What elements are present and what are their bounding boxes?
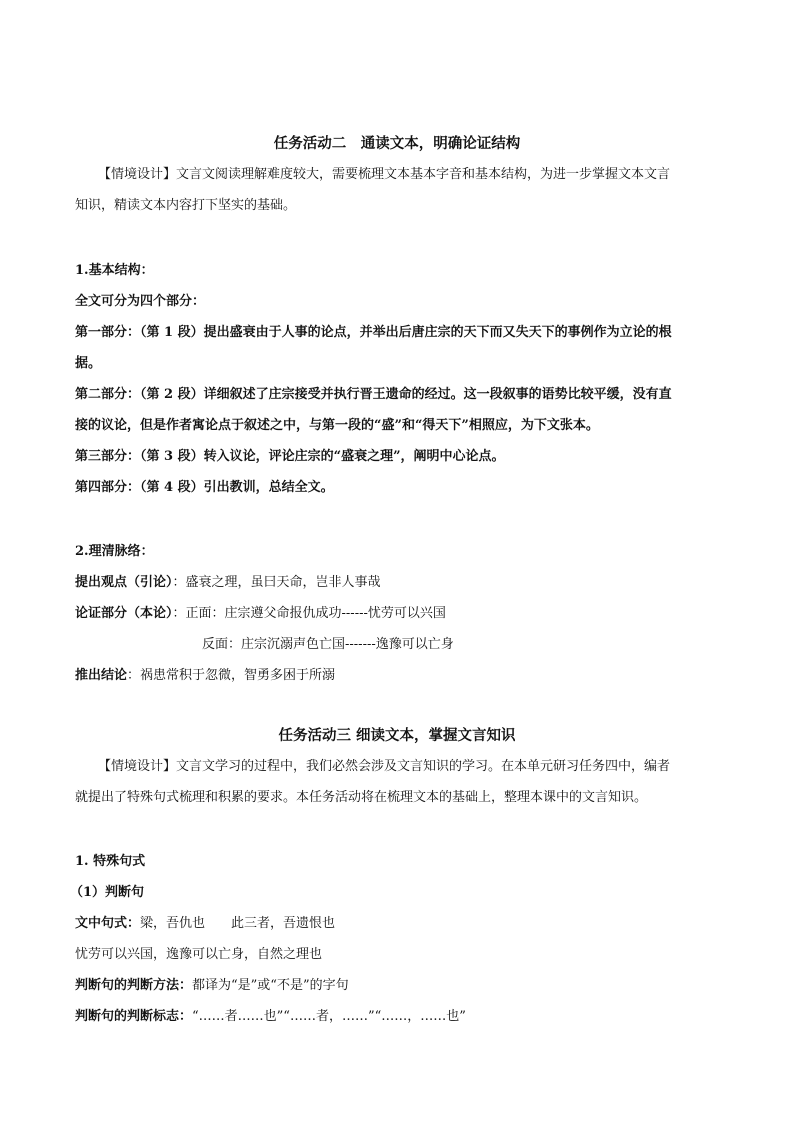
structure-part1-line1: 第一部分：（第 1 段）提出盛衰由于人事的论点，并举出后唐庄宗的天下而又失天下的事例作为立论的根 xyxy=(75,325,672,340)
outline-conclusion xyxy=(75,667,335,685)
special-examples xyxy=(75,915,335,933)
structure-part1-line2: 据。 xyxy=(75,356,102,371)
special-heading: 1. 特殊句式 xyxy=(75,854,146,869)
structure-part3: 第三部分：（第 3 段）转入议论，评论庄宗的“盛衰之理”，阐明中心论点。 xyxy=(75,449,505,464)
outline-conclusion-text: ：祸患常积于忽微，智勇多困于所溺 xyxy=(127,668,336,683)
section2-intro-line2: 知识，精读文本内容打下坚实的基础。 xyxy=(75,198,297,213)
section3-intro-line1: 【情境设计】文言文学习的过程中，我们必然会涉及文言知识的学习。在本单元研习任务四中，编者 xyxy=(98,759,671,774)
special-method xyxy=(75,977,349,995)
outline-argument xyxy=(75,605,446,623)
special-examples-text: 梁，吾仇也 此三者，吾遗恨也 xyxy=(140,916,336,931)
outline-argument-positive: ：正面：庄宗遵父命报仇成功------忧劳可以兴国 xyxy=(172,606,446,621)
outline-thesis-text: ：盛衰之理，虽曰天命，岂非人事哉 xyxy=(172,575,381,590)
structure-overview: 全文可分为四个部分： xyxy=(75,294,206,309)
outline-thesis-label: 提出观点（引论） xyxy=(75,575,173,590)
special-marker xyxy=(75,1008,466,1026)
structure-part2-line2: 接的议论，但是作者寓论点于叙述之中，与第一段的“盛”和“得天下”相照应，为下文张本。 xyxy=(75,418,599,433)
special-sub-heading: （1）判断句 xyxy=(70,885,145,900)
special-examples-line2: 忧劳可以兴国，逸豫可以亡身，自然之理也 xyxy=(75,947,323,962)
special-marker-text: “……者……也”“……者，……”“……，……也” xyxy=(192,1009,466,1024)
section2-title: 任务活动二 通读文本，明确论证结构 xyxy=(273,135,521,152)
outline-argument-negative: 反面：庄宗沉溺声色亡国-------逸豫可以亡身 xyxy=(202,637,454,652)
special-method-text: 都译为“是”或“不是”的字句 xyxy=(192,978,349,993)
structure-part2-line1: 第二部分：（第 2 段）详细叙述了庄宗接受并执行晋王遗命的经过。这一段叙事的语势比较平缓，没有直 xyxy=(75,387,672,402)
special-method-label: 判断句的判断方法： xyxy=(75,978,193,993)
outline-conclusion-label: 推出结论 xyxy=(75,668,128,683)
structure-heading: 1.基本结构： xyxy=(75,263,154,278)
special-marker-label: 判断句的判断标志： xyxy=(75,1009,193,1024)
outline-thesis xyxy=(75,574,381,592)
outline-argument-label: 论证部分（本论） xyxy=(75,606,173,621)
structure-part4: 第四部分：（第 4 段）引出教训，总结全文。 xyxy=(75,480,334,495)
section3-intro-line2: 就提出了特殊句式梳理和积累的要求。本任务活动将在梳理文本的基础上，整理本课中的文言知识。 xyxy=(75,790,648,805)
outline-heading: 2.理清脉络： xyxy=(75,544,154,559)
section3-title: 任务活动三 细读文本，掌握文言知识 xyxy=(278,727,516,744)
section2-intro-line1: 【情境设计】文言文阅读理解难度较大，需要梳理文本基本字音和基本结构，为进一步掌握文本文言 xyxy=(98,167,671,182)
special-examples-label: 文中句式： xyxy=(75,916,141,931)
